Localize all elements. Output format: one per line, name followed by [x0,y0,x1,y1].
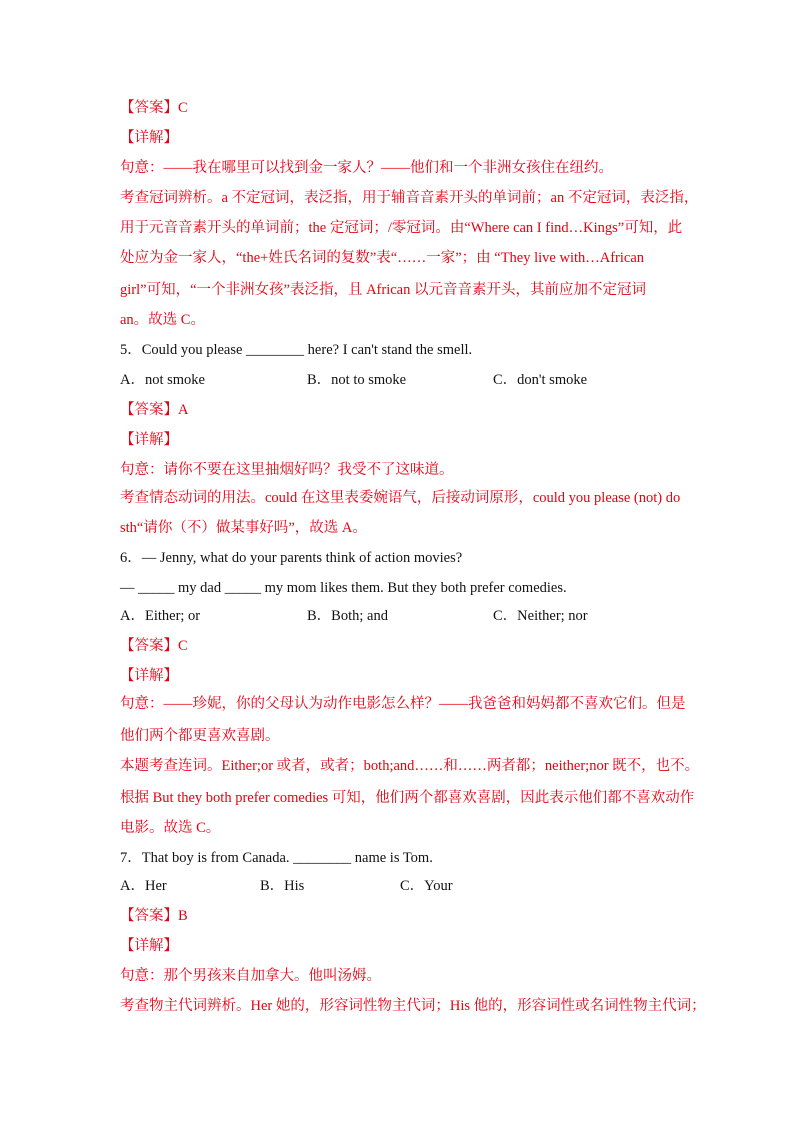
q6-option-b: B．Both; and [307,608,388,624]
q7-answer: 【答案】B [120,908,188,924]
q6-explanation-line: 本题考查连词。Either;or 或者，或者；both;and……和……两者都；neither;nor 既不，也不。 [120,758,700,774]
q4-explanation-line: 考查冠词辨析。a 不定冠词，表泛指，用于辅音音素开头的单词前；an 不定冠词，表泛指， [120,190,699,206]
q4-explanation-line: girl”可知，“一个非洲女孩”表泛指，且 African 以元音音素开头，其前应加不定冠词 [120,282,646,298]
q5-explanation-line: 考查情态动词的用法。could 在这里表委婉语气，后接动词原形，could you please (not) do [120,490,681,506]
q4-explanation-line: 用于元音音素开头的单词前；the 定冠词；/零冠词。由“Where can I find…Kings”可知，此 [120,220,683,236]
q7-option-a: A．Her [120,878,167,894]
q6-explanation-line: 他们两个都更喜欢喜剧。 [120,728,280,744]
q5-question: 5．Could you please ________ here? I can't stand the smell. [120,342,473,358]
q5-option-a: A．not smoke [120,372,205,388]
q6-explanation-line: 句意：——珍妮，你的父母认为动作电影怎么样？——我爸爸和妈妈都不喜欢它们。但是 [120,696,686,712]
q5-answer: 【答案】A [120,402,189,418]
q4-explanation-line: 句意：——我在哪里可以找到金一家人？——他们和一个非洲女孩住在纽约。 [120,160,613,176]
q6-explanation-line: 根据 But they both prefer comedies 可知，他们两个都喜欢喜剧，因此表示他们都不喜欢动作 [120,790,695,806]
q7-explanation-line: 句意：那个男孩来自加拿大。他叫汤姆。 [120,968,381,984]
q5-explanation-line: sth“请你（不）做某事好吗”，故选 A。 [120,520,367,536]
q5-option-c: C．don't smoke [493,372,588,388]
q7-option-b: B．His [260,878,305,894]
q4-answer: 【答案】C [120,100,188,116]
q6-question-line1: 6．— Jenny, what do your parents think of action movies? [120,550,463,566]
q6-answer: 【答案】C [120,638,188,654]
q5-detail-heading: 【详解】 [120,432,178,448]
q7-detail-heading: 【详解】 [120,938,178,954]
q4-explanation-line: 处应为金一家人，“the+姓氏名词的复数”表“……一家”；由 “They live with…African [120,250,645,266]
q5-option-b: B．not to smoke [307,372,407,388]
q4-detail-heading: 【详解】 [120,130,178,146]
q6-detail-heading: 【详解】 [120,668,178,684]
q7-question: 7．That boy is from Canada. ________ name is Tom. [120,850,433,866]
q6-explanation-line: 电影。故选 C。 [120,820,221,836]
q7-explanation-line: 考查物主代词辨析。Her 她的，形容词性物主代词；His 他的，形容词性或名词性物主代词； [120,998,706,1014]
q5-explanation-line: 句意：请你不要在这里抽烟好吗？我受不了这味道。 [120,462,454,478]
q7-option-c: C．Your [400,878,453,894]
q6-option-c: C．Neither; nor [493,608,588,624]
q6-option-a: A．Either; or [120,608,201,624]
q6-question-line2: — _____ my dad _____ my mom likes them. But they both prefer comedies. [120,580,567,596]
q4-explanation-line: an。故选 C。 [120,312,205,328]
